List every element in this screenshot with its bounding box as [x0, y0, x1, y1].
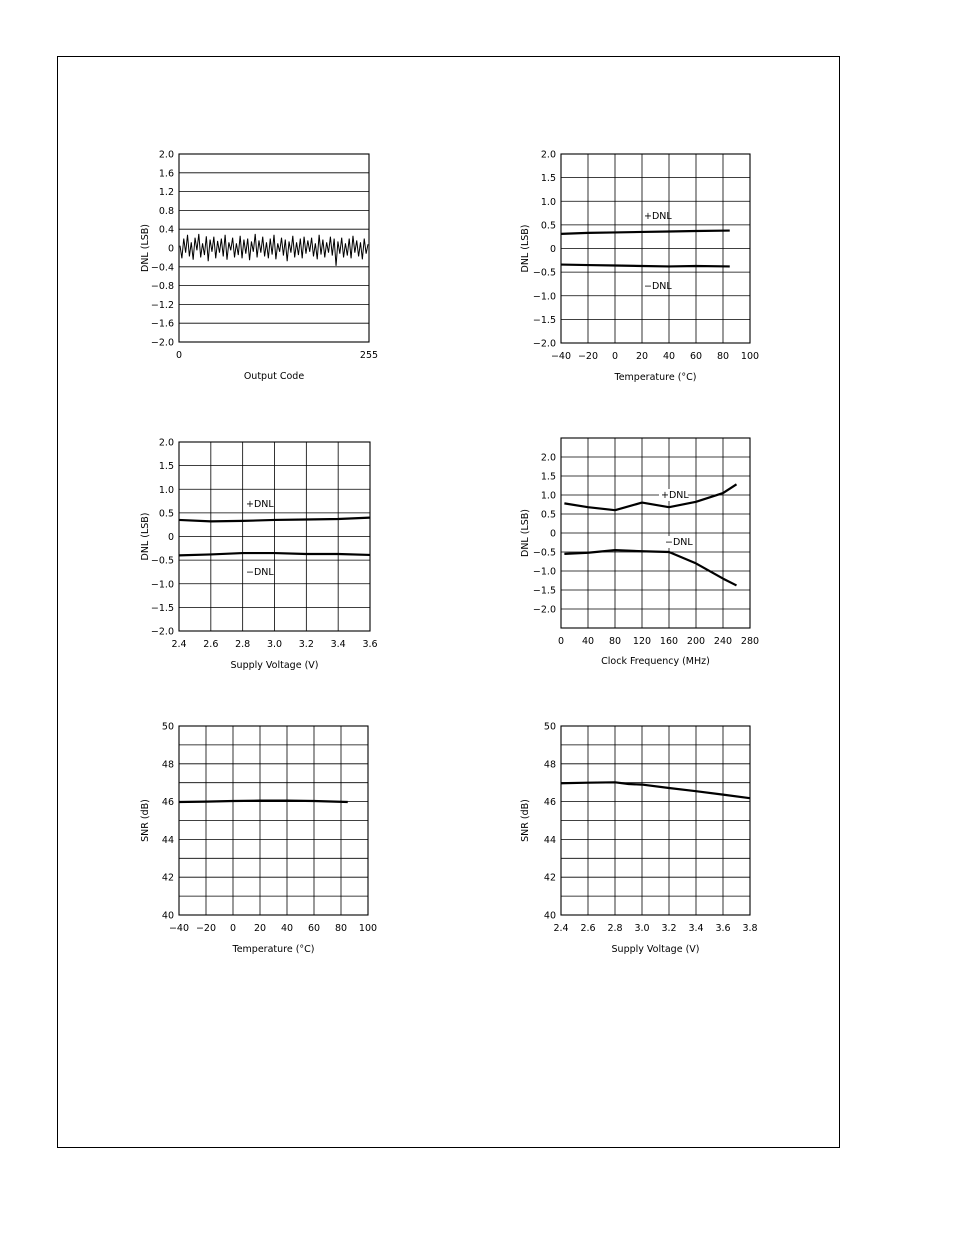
- y-tick-label: −1.0: [532, 566, 556, 578]
- series-label: +DNL: [644, 211, 672, 222]
- y-tick-label: −1.5: [532, 585, 556, 597]
- y-tick-label: 0: [549, 528, 556, 540]
- y-tick-label: −2.0: [150, 626, 174, 638]
- x-tick-label: 60: [689, 351, 703, 362]
- x-tick-label: −40: [168, 923, 190, 934]
- y-tick-label: 2.0: [540, 149, 556, 161]
- y-axis-label: SNR (dB): [520, 799, 531, 842]
- x-tick-label: 3.6: [362, 639, 378, 650]
- x-tick-label: 2.8: [607, 923, 623, 934]
- x-tick-label: 80: [716, 351, 730, 362]
- x-tick-label: 3.0: [266, 639, 283, 650]
- x-tick-label: 0: [611, 351, 619, 362]
- y-axis-label: DNL (LSB): [520, 224, 531, 273]
- x-tick-label: 3.4: [330, 639, 346, 650]
- x-axis-label: Temperature (°C): [614, 372, 697, 383]
- y-tick-label: 50: [161, 721, 174, 733]
- x-tick-label: 2.4: [553, 923, 569, 934]
- y-tick-label: 1.5: [158, 461, 174, 473]
- y-tick-label: 44: [161, 834, 174, 846]
- x-tick-label: 3.6: [715, 923, 731, 934]
- x-tick-label: 20: [253, 923, 267, 934]
- x-tick-label: 0: [229, 923, 237, 934]
- x-tick-label: 40: [662, 351, 676, 362]
- y-tick-label: 50: [543, 721, 556, 733]
- y-tick-label: −1.2: [150, 299, 174, 311]
- y-tick-label: −0.5: [532, 267, 556, 279]
- y-tick-label: 1.5: [540, 173, 556, 185]
- y-tick-label: 1.2: [158, 187, 174, 199]
- y-tick-label: −1.0: [150, 579, 174, 591]
- y-tick-label: 48: [161, 759, 174, 771]
- y-axis-label: DNL (LSB): [140, 512, 151, 561]
- y-tick-label: 2.0: [158, 437, 174, 449]
- y-tick-label: −1.0: [532, 291, 556, 303]
- x-tick-label: 0: [175, 350, 183, 361]
- x-axis-label: Temperature (°C): [232, 944, 315, 955]
- x-tick-label: 160: [659, 636, 679, 647]
- x-tick-label: 100: [740, 351, 760, 362]
- x-tick-label: 40: [581, 636, 595, 647]
- x-tick-label: 60: [307, 923, 321, 934]
- x-tick-label: 255: [359, 350, 379, 361]
- y-tick-label: 42: [161, 872, 174, 884]
- y-tick-label: 2.0: [540, 452, 556, 464]
- y-axis-label: DNL (LSB): [140, 224, 151, 272]
- x-tick-label: 2.6: [580, 923, 596, 934]
- x-tick-label: 100: [358, 923, 378, 934]
- y-tick-label: 0: [167, 532, 174, 543]
- x-tick-label: 80: [608, 636, 622, 647]
- x-axis-label: Supply Voltage (V): [230, 660, 319, 671]
- x-tick-label: 120: [632, 636, 652, 647]
- y-tick-label: 1.5: [540, 471, 556, 483]
- y-tick-label: 2.0: [158, 149, 174, 161]
- y-tick-label: 48: [543, 759, 556, 771]
- x-tick-label: 280: [740, 636, 760, 647]
- x-tick-label: 40: [280, 923, 294, 934]
- x-axis-label: Clock Frequency (MHz): [601, 656, 710, 667]
- x-tick-label: −40: [550, 351, 572, 362]
- series-label: −DNL: [246, 567, 274, 578]
- series-line: [561, 782, 750, 798]
- y-tick-label: 1.0: [158, 484, 174, 496]
- y-tick-label: 0: [549, 244, 556, 255]
- series-label: +DNL: [661, 490, 689, 501]
- y-tick-label: −0.8: [150, 281, 174, 293]
- x-tick-label: 2.8: [235, 639, 251, 650]
- y-tick-label: −0.4: [150, 262, 174, 274]
- y-tick-label: −2.0: [150, 337, 174, 349]
- y-tick-label: 1.6: [158, 168, 174, 180]
- y-tick-label: 0.5: [540, 220, 556, 232]
- x-tick-label: 240: [713, 636, 733, 647]
- y-tick-label: 40: [161, 910, 174, 922]
- x-axis-label: Output Code: [243, 371, 305, 382]
- x-tick-label: 3.2: [661, 923, 677, 934]
- series-label: +DNL: [246, 499, 274, 510]
- x-tick-label: 0: [557, 636, 565, 647]
- y-tick-label: 44: [543, 834, 556, 846]
- y-tick-label: 0.8: [158, 205, 174, 217]
- x-tick-label: 3.4: [688, 923, 704, 934]
- x-tick-label: −20: [195, 923, 217, 934]
- x-tick-label: 2.6: [203, 639, 219, 650]
- y-tick-label: 42: [543, 872, 556, 884]
- x-tick-label: 2.4: [171, 639, 187, 650]
- x-tick-label: 3.2: [298, 639, 314, 650]
- y-tick-label: −2.0: [532, 338, 556, 350]
- y-tick-label: 0.5: [540, 509, 556, 521]
- series-label: −DNL: [644, 281, 672, 292]
- x-axis-label: Supply Voltage (V): [611, 944, 700, 955]
- y-tick-label: 0.5: [158, 508, 174, 520]
- y-tick-label: 1.0: [540, 490, 556, 502]
- y-axis-label: DNL (LSB): [520, 509, 531, 557]
- y-tick-label: 1.0: [540, 196, 556, 208]
- x-tick-label: 80: [334, 923, 348, 934]
- y-axis-label: SNR (dB): [140, 799, 151, 842]
- y-tick-label: −1.5: [150, 602, 174, 614]
- x-tick-label: −20: [577, 351, 599, 362]
- x-tick-label: 3.8: [742, 923, 758, 934]
- y-tick-label: −0.5: [150, 555, 174, 567]
- y-tick-label: 40: [543, 910, 556, 922]
- y-tick-label: −0.5: [532, 547, 556, 559]
- y-tick-label: 0: [167, 243, 174, 255]
- y-tick-label: −1.5: [532, 314, 556, 326]
- y-tick-label: 46: [543, 797, 556, 809]
- y-tick-label: 46: [161, 797, 174, 809]
- y-tick-label: −2.0: [532, 604, 556, 616]
- x-tick-label: 3.0: [634, 923, 650, 934]
- y-tick-label: −1.6: [150, 318, 174, 330]
- y-tick-label: 0.4: [158, 224, 174, 236]
- series-label: −DNL: [665, 537, 693, 548]
- x-tick-label: 20: [635, 351, 649, 362]
- x-tick-label: 200: [686, 636, 706, 647]
